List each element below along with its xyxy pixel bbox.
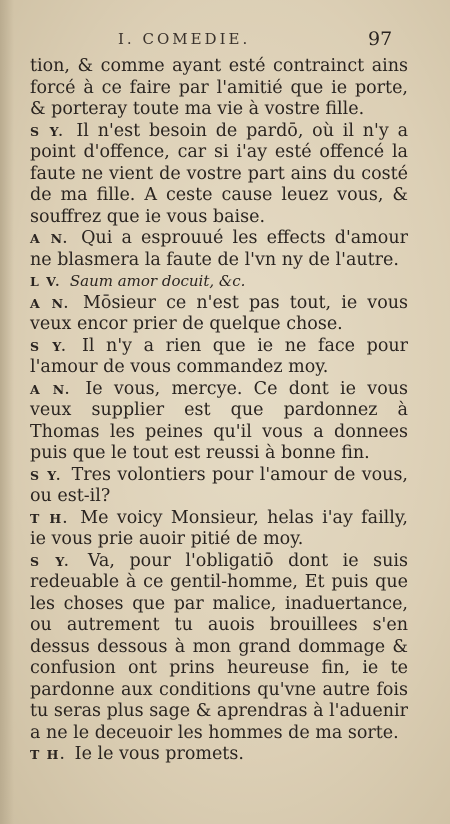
speaker-label: S Y. xyxy=(30,553,85,569)
speaker-label: A N. xyxy=(30,231,79,246)
dialogue-text: Tres volontiers pour l'amour de vous, ou est-il? xyxy=(30,464,408,506)
dialogue-text: Ie le vous promets. xyxy=(74,744,244,764)
page-header xyxy=(0,30,450,54)
speaker-label: L V. xyxy=(30,274,67,289)
running-title: I. COMEDIE. xyxy=(118,30,251,48)
speaker-label: T H. xyxy=(30,510,78,526)
dialogue-line xyxy=(30,121,408,229)
dialogue-text: Saum amor docuit, &c. xyxy=(69,272,246,290)
dialogue-text: Il n'y a rien que ie ne face pour l'amour de vous commandez moy. xyxy=(30,335,408,377)
dialogue-line xyxy=(30,228,408,271)
text-block xyxy=(30,56,408,766)
dialogue-line xyxy=(30,336,408,379)
dialogue-line xyxy=(30,293,408,336)
dialogue-line xyxy=(30,744,408,766)
dialogue-line xyxy=(30,508,408,551)
speaker-label: A N. xyxy=(30,295,80,311)
dialogue-text: Il n'est besoin de pardō, où il n'y a point d'offence, car si i'ay esté offencé la faute ne vient de vostre part ains du costé de ma fille. A ceste cause leuez vous, & souffrez que ie vous baise. xyxy=(30,120,408,227)
dialogue-text: Me voicy Monsieur, helas i'ay failly, ie vous prie auoir pitié de moy. xyxy=(30,507,408,549)
dialogue-line xyxy=(30,379,408,465)
dialogue-text: Mōsieur ce n'est pas tout, ie vous veux encor prier de quelque chose. xyxy=(30,292,408,334)
page-gutter-shadow xyxy=(0,0,14,824)
speaker-label: T H. xyxy=(30,747,72,762)
dialogue-text: Qui a esprouué les effects d'amour ne blasmera la faute de l'vn ny de l'autre. xyxy=(30,228,408,270)
dialogue-text: Ie vous, mercye. Ce dont ie vous veux supplier est que pardonnez à Thomas les peines qu'il vous a donnees puis que le tout est reussi à bonne fin. xyxy=(30,378,408,463)
dialogue-line xyxy=(30,271,408,293)
dialogue-text: Va, pour l'obligatiō dont ie suis redeuable à ce gentil-homme, Et puis que les choses que par malice, inaduertance, ou autrement tu auois brouillees s'en dessus dessous à mon grand dommage & confusion ont prins heureuse fin, ie te pardonne aux conditions qu'vne autre fois tu seras plus sage & aprendras à l'aduenir a ne le deceuoir les hommes de ma sorte. xyxy=(30,550,408,743)
speaker-label: S Y. xyxy=(30,467,69,483)
speaker-label: S Y. xyxy=(30,123,74,139)
speaker-label: S Y. xyxy=(30,338,79,354)
paragraph xyxy=(30,56,408,121)
dialogue-line xyxy=(30,551,408,745)
dialogue-line xyxy=(30,465,408,508)
speaker-label: A N. xyxy=(30,381,83,397)
paragraph-text: tion, & comme ayant esté contrainct ains forcé à ce faire par l'amitié que ie porte, & porteray toute ma vie à vostre fille. xyxy=(30,56,408,119)
page-number: 97 xyxy=(368,28,393,50)
